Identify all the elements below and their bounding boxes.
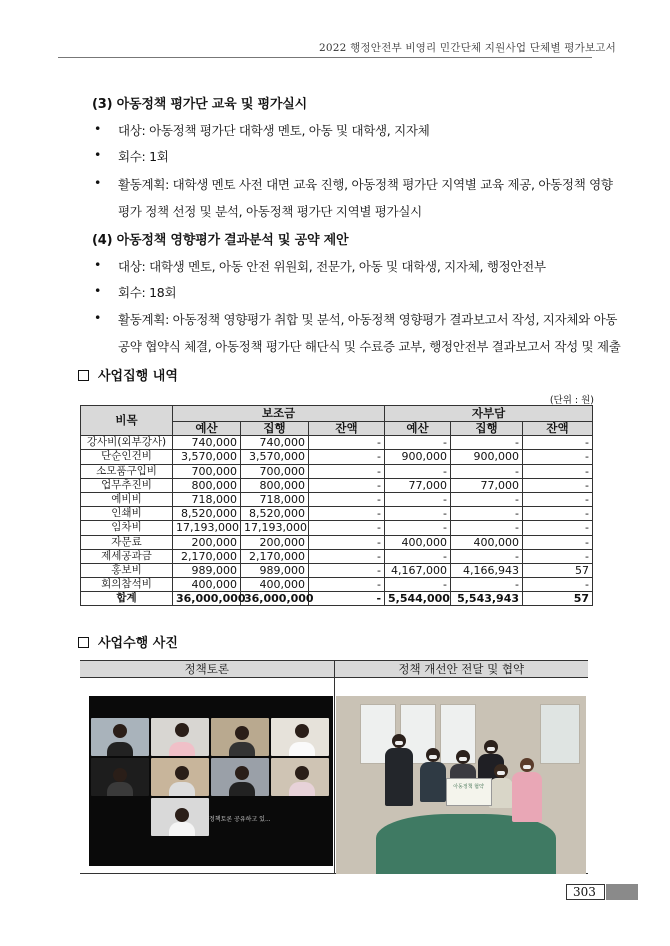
cell-s-spent: 800,000 [241, 478, 309, 492]
cell-o-balance: - [523, 578, 593, 592]
table-row [81, 492, 593, 506]
section4-title: (4) 아동정책 영향평가 결과분석 및 공약 제안 [92, 233, 349, 248]
cell-o-budget: - [385, 521, 451, 535]
cell-o-spent: - [451, 521, 523, 535]
cell-s-balance: - [309, 464, 385, 478]
cell-o-budget: - [385, 507, 451, 521]
cell-o-balance: - [523, 436, 593, 450]
photo-table [80, 660, 588, 874]
cell-o-budget: - [385, 578, 451, 592]
cell-s-spent: 989,000 [241, 563, 309, 577]
cell-s-budget: 989,000 [173, 563, 241, 577]
agreement-placard: 아동정책 협약 [446, 778, 492, 806]
cell-s-budget: 800,000 [173, 478, 241, 492]
photo-caption-left: 정책토론 [80, 661, 334, 678]
bullet-icon: • [94, 283, 102, 298]
bullet-icon: • [94, 310, 102, 325]
header-spent: 집행 [451, 422, 523, 436]
cell-s-budget: 3,570,000 [173, 450, 241, 464]
cell-item: 제세공과금 [81, 549, 173, 563]
cell-item: 업무추진비 [81, 478, 173, 492]
execution-heading [78, 365, 178, 384]
table-row [81, 507, 593, 521]
cell-s-spent: 400,000 [241, 578, 309, 592]
cell-o-spent: - [451, 507, 523, 521]
cell-o-spent: 77,000 [451, 478, 523, 492]
cell-s-balance: - [309, 507, 385, 521]
cell-s-spent: 36,000,000 [241, 592, 309, 606]
cell-s-spent: 3,570,000 [241, 450, 309, 464]
cell-o-balance: - [523, 464, 593, 478]
bullet-text: 대상: 아동정책 평가단 대학생 멘토, 아동 및 대학생, 지자체 [118, 123, 430, 138]
table-row [81, 436, 593, 450]
cell-item: 회의참석비 [81, 578, 173, 592]
cell-s-spent: 700,000 [241, 464, 309, 478]
cell-o-spent: - [451, 549, 523, 563]
cell-item: 홍보비 [81, 563, 173, 577]
cell-item: 자문료 [81, 535, 173, 549]
cell-s-spent: 200,000 [241, 535, 309, 549]
header-spent: 집행 [241, 422, 309, 436]
photo-caption-right: 정책 개선안 전달 및 협약 [334, 661, 588, 678]
cell-o-budget: 77,000 [385, 478, 451, 492]
header-subsidy: 보조금 [173, 406, 385, 422]
cell-o-spent: 900,000 [451, 450, 523, 464]
header-balance: 잔액 [523, 422, 593, 436]
bullet-continuation: 평가 정책 선정 및 분석, 아동정책 평가단 지역별 평가실시 [118, 204, 422, 219]
cell-s-budget: 17,193,000 [173, 521, 241, 535]
policy-discussion-photo [89, 696, 333, 866]
photos-heading-text: 사업수행 사진 [98, 636, 178, 651]
cell-s-balance: - [309, 563, 385, 577]
cell-o-spent: 400,000 [451, 535, 523, 549]
cell-o-budget: - [385, 549, 451, 563]
cell-item: 합계 [81, 592, 173, 606]
table-row [81, 563, 593, 577]
cell-s-budget: 36,000,000 [173, 592, 241, 606]
header-budget: 예산 [385, 422, 451, 436]
header-balance: 잔액 [309, 422, 385, 436]
header-self: 자부담 [385, 406, 593, 422]
page-number-text: 303 [566, 884, 605, 900]
cell-s-budget: 2,170,000 [173, 549, 241, 563]
bullet-text: 회수: 1회 [118, 149, 169, 164]
cell-s-spent: 740,000 [241, 436, 309, 450]
cell-s-balance: - [309, 492, 385, 506]
square-bullet-icon [78, 637, 89, 648]
running-header: 2022 행정안전부 비영리 민간단체 지원사업 단체별 평가보고서 [319, 42, 616, 54]
cell-s-budget: 718,000 [173, 492, 241, 506]
agreement-photo [336, 696, 586, 874]
cell-s-balance: - [309, 535, 385, 549]
cell-o-balance: 57 [523, 563, 593, 577]
photos-heading [78, 632, 178, 651]
cell-o-spent: - [451, 464, 523, 478]
cell-o-budget: - [385, 436, 451, 450]
cell-s-spent: 17,193,000 [241, 521, 309, 535]
cell-item: 강사비(외부강사) [81, 436, 173, 450]
cell-o-spent: - [451, 492, 523, 506]
cell-s-balance: - [309, 436, 385, 450]
cell-o-budget: 400,000 [385, 535, 451, 549]
bullet-icon: • [94, 257, 102, 272]
bullet-icon: • [94, 175, 102, 190]
cell-o-spent: - [451, 436, 523, 450]
table-row [81, 535, 593, 549]
cell-o-budget: - [385, 464, 451, 478]
header-rule [58, 57, 592, 58]
unit-label: (단위 : 원) [549, 395, 594, 406]
table-row [81, 549, 593, 563]
section3-title: (3) 아동정책 평가단 교육 및 평가실시 [92, 97, 307, 112]
budget-table [80, 405, 593, 606]
cell-s-budget: 740,000 [173, 436, 241, 450]
cell-o-balance: - [523, 492, 593, 506]
table-row [81, 478, 593, 492]
header-budget: 예산 [173, 422, 241, 436]
page-tab-decoration [606, 884, 638, 900]
cell-o-balance: 57 [523, 592, 593, 606]
cell-s-budget: 200,000 [173, 535, 241, 549]
bullet-icon: • [94, 147, 102, 162]
execution-heading-text: 사업집행 내역 [98, 369, 178, 384]
cell-item: 인쇄비 [81, 507, 173, 521]
cell-item: 소모품구입비 [81, 464, 173, 478]
cell-s-budget: 8,520,000 [173, 507, 241, 521]
cell-o-spent: 4,166,943 [451, 563, 523, 577]
cell-o-balance: - [523, 535, 593, 549]
table-row [81, 521, 593, 535]
cell-item: 예비비 [81, 492, 173, 506]
cell-o-balance: - [523, 549, 593, 563]
cell-item: 단순인건비 [81, 450, 173, 464]
cell-o-balance: - [523, 450, 593, 464]
cell-o-budget: 4,167,000 [385, 563, 451, 577]
cell-o-spent: - [451, 578, 523, 592]
cell-s-spent: 2,170,000 [241, 549, 309, 563]
cell-s-budget: 700,000 [173, 464, 241, 478]
page-number [566, 884, 605, 900]
bullet-text: 회수: 18회 [118, 285, 177, 300]
cell-o-budget: 5,544,000 [385, 592, 451, 606]
cell-s-balance: - [309, 592, 385, 606]
cell-o-balance: - [523, 521, 593, 535]
screen-caption: 정책토론 공유하고 있... [209, 816, 271, 823]
cell-o-budget: 900,000 [385, 450, 451, 464]
cell-o-balance: - [523, 507, 593, 521]
cell-o-budget: - [385, 492, 451, 506]
cell-item: 임차비 [81, 521, 173, 535]
cell-s-budget: 400,000 [173, 578, 241, 592]
cell-s-balance: - [309, 478, 385, 492]
cell-s-balance: - [309, 450, 385, 464]
table-row [81, 450, 593, 464]
bullet-text: 대상: 대학생 멘토, 아동 안전 위원회, 전문가, 아동 및 대학생, 지자체, 행정안전부 [118, 259, 546, 274]
table-row [81, 578, 593, 592]
table-row [81, 464, 593, 478]
cell-s-balance: - [309, 549, 385, 563]
bullet-text: 활동계획: 아동정책 영향평가 취합 및 분석, 아동정책 영향평가 결과보고서 작성, 지자체와 아동 [118, 312, 618, 327]
bullet-continuation: 공약 협약식 체결, 아동정책 평가단 해단식 및 수료증 교부, 행정안전부 결과보고서 작성 및 제출 [118, 339, 621, 354]
bullet-text: 활동계획: 대학생 멘토 사전 대면 교육 진행, 아동정책 평가단 지역별 교육 제공, 아동정책 영향 [118, 177, 613, 192]
cell-o-spent: 5,543,943 [451, 592, 523, 606]
table-total-row [81, 592, 593, 606]
cell-s-spent: 718,000 [241, 492, 309, 506]
square-bullet-icon [78, 370, 89, 381]
bullet-icon: • [94, 121, 102, 136]
header-item: 비목 [81, 406, 173, 436]
cell-s-balance: - [309, 578, 385, 592]
cell-s-spent: 8,520,000 [241, 507, 309, 521]
cell-o-balance: - [523, 478, 593, 492]
cell-s-balance: - [309, 521, 385, 535]
